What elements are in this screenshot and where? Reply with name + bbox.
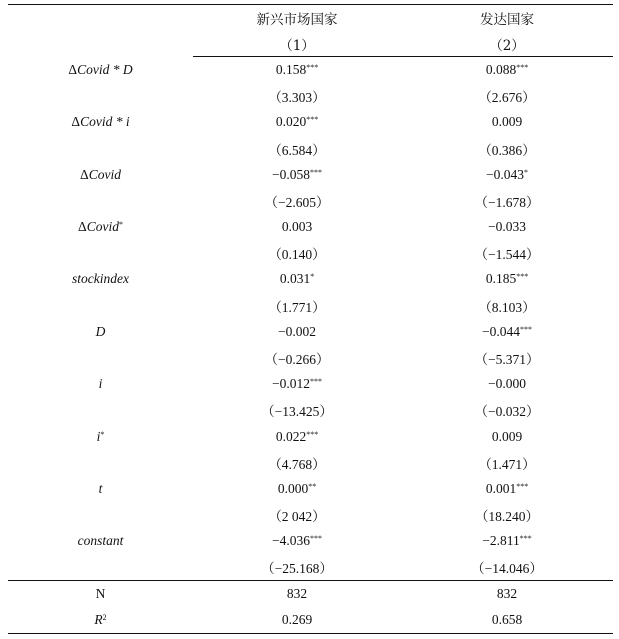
variable-cell — [8, 266, 193, 292]
footer-row-r2 — [8, 607, 613, 633]
significance-stars: * — [310, 272, 315, 282]
coef-value: −2.811 — [482, 533, 520, 549]
tstat-empty-cell — [8, 450, 193, 476]
tstat-empty-cell — [8, 240, 193, 266]
variable-cell — [8, 109, 193, 135]
tstat-row — [8, 397, 613, 423]
tstat-row — [8, 240, 613, 266]
tstat-col2: （1.471） — [478, 456, 536, 472]
tstat-col2: （18.240） — [474, 509, 540, 525]
n-col1: 832 — [286, 585, 308, 601]
significance-stars: *** — [516, 272, 529, 282]
tstat-empty-cell — [8, 83, 193, 109]
regression-table-wrapper — [8, 0, 613, 634]
r2-col2: 0.658 — [491, 611, 523, 627]
variable-label: stockindex — [72, 271, 129, 287]
coef-row — [8, 371, 613, 397]
tstat-col2: （8.103） — [478, 299, 536, 315]
tstat-empty-cell — [8, 188, 193, 214]
tstat-empty-cell — [8, 502, 193, 528]
header-col2-number: （2） — [401, 31, 613, 57]
coef-col1 — [193, 109, 401, 135]
coef-value: 0.009 — [491, 114, 523, 130]
coef-value: −4.036 — [272, 533, 310, 549]
tstat-col2: （−1.678） — [474, 194, 540, 210]
header-empty-cell — [8, 5, 193, 31]
coef-col2 — [401, 162, 613, 188]
tstat-row — [8, 135, 613, 161]
variable-superscript: * — [118, 220, 123, 230]
variable-superscript: * — [100, 429, 105, 439]
variable-cell — [8, 476, 193, 502]
coef-col2 — [401, 476, 613, 502]
tstat-col1: （4.768） — [268, 456, 326, 472]
tstat-col1: （2 042） — [268, 509, 326, 525]
coef-value: 0.000 — [277, 480, 309, 496]
variable-cell — [8, 162, 193, 188]
r2-superscript: 2 — [102, 612, 107, 622]
tstat-empty-cell — [8, 135, 193, 161]
delta-prefix: Δ — [68, 61, 78, 77]
coef-col1 — [193, 319, 401, 345]
variable-cell — [8, 424, 193, 450]
coef-row — [8, 528, 613, 554]
n-label: N — [95, 585, 106, 601]
tstat-col2: （2.676） — [478, 90, 536, 106]
variable-name — [71, 114, 129, 129]
coef-col1 — [193, 214, 401, 240]
significance-stars: *** — [310, 534, 322, 544]
delta-prefix: Δ — [80, 166, 89, 182]
coef-value: −0.058 — [272, 166, 310, 182]
variable-cell — [8, 57, 193, 83]
tstat-col2: （−1.544） — [474, 247, 540, 263]
tstat-col1: （0.140） — [268, 247, 326, 263]
coef-row — [8, 319, 613, 345]
variable-cell — [8, 214, 193, 240]
tstat-row — [8, 83, 613, 109]
coef-col2 — [401, 266, 613, 292]
coef-row — [8, 214, 613, 240]
significance-stars: *** — [516, 63, 529, 73]
coef-value: −0.002 — [278, 323, 316, 339]
coef-value: −0.012 — [272, 376, 310, 392]
tstat-col1: （−2.605） — [264, 194, 330, 210]
tstat-row — [8, 554, 613, 580]
r2-label-cell — [8, 607, 193, 633]
coef-value: 0.009 — [491, 428, 523, 444]
coef-value: −0.000 — [488, 376, 526, 392]
coef-value: 0.003 — [281, 219, 313, 235]
coef-value: −0.044 — [482, 323, 520, 339]
r2-col1: 0.269 — [281, 611, 313, 627]
variable-label: D — [95, 323, 106, 339]
variable-label: Covid — [86, 219, 119, 235]
tstat-col1: （3.303） — [268, 90, 326, 106]
tstat-col1: （−0.266） — [264, 352, 330, 368]
variable-cell — [8, 528, 193, 554]
tstat-col2: （0.386） — [478, 142, 536, 158]
tstat-row — [8, 450, 613, 476]
coef-value: 0.185 — [485, 271, 517, 287]
variable-label: i — [96, 428, 101, 444]
coef-row — [8, 162, 613, 188]
coef-col1 — [193, 424, 401, 450]
tstat-row — [8, 502, 613, 528]
n-col2: 832 — [496, 585, 518, 601]
coef-col1 — [193, 162, 401, 188]
tstat-col1: （1.771） — [268, 299, 326, 315]
significance-stars: *** — [306, 115, 319, 125]
coef-value: −0.043 — [486, 166, 524, 182]
coef-col2 — [401, 424, 613, 450]
header-row-titles — [8, 5, 613, 31]
tstat-col2: （−0.032） — [474, 404, 540, 420]
coef-col2 — [401, 109, 613, 135]
tstat-empty-cell — [8, 345, 193, 371]
delta-prefix: Δ — [78, 219, 87, 235]
coef-value: −0.033 — [488, 219, 526, 235]
coef-col2 — [401, 57, 613, 83]
significance-stars: *** — [310, 377, 322, 387]
tstat-row — [8, 345, 613, 371]
variable-name — [72, 271, 129, 286]
tstat-col2: （−5.371） — [474, 352, 540, 368]
variable-name — [78, 533, 124, 548]
variable-label: constant — [77, 533, 124, 549]
coef-value: 0.022 — [275, 428, 307, 444]
significance-stars: * — [524, 167, 528, 177]
coef-col2 — [401, 214, 613, 240]
variable-name — [68, 62, 132, 77]
coef-col1 — [193, 371, 401, 397]
coef-value: 0.001 — [485, 480, 517, 496]
coef-col2 — [401, 371, 613, 397]
variable-name — [78, 219, 119, 234]
coef-col1 — [193, 266, 401, 292]
significance-stars: *** — [520, 324, 532, 334]
coef-row — [8, 476, 613, 502]
significance-stars: *** — [306, 429, 319, 439]
tstat-row — [8, 293, 613, 319]
header-col1-title: 新兴市场国家 — [256, 11, 338, 28]
variable-label: t — [98, 480, 103, 496]
header-col2-title: 发达国家 — [480, 11, 534, 28]
tstat-col1: （−25.168） — [261, 561, 333, 577]
variable-name — [99, 481, 103, 496]
header-col1-number: （1） — [193, 31, 401, 57]
tstat-row — [8, 188, 613, 214]
coef-col1 — [193, 57, 401, 83]
coef-col1 — [193, 476, 401, 502]
variable-name — [99, 376, 103, 391]
significance-stars: *** — [516, 481, 529, 491]
delta-prefix: Δ — [71, 114, 81, 130]
coef-row — [8, 266, 613, 292]
coef-value: 0.020 — [275, 114, 307, 130]
tstat-col2: （−14.046） — [471, 561, 543, 577]
coef-value: 0.088 — [485, 62, 517, 78]
header-row-numbers — [8, 31, 613, 57]
r2-label: R — [94, 611, 103, 627]
coef-row — [8, 109, 613, 135]
significance-stars: *** — [306, 63, 319, 73]
variable-name — [80, 167, 121, 182]
tstat-col1: （6.584） — [268, 142, 326, 158]
coef-col2 — [401, 528, 613, 554]
coef-col1 — [193, 528, 401, 554]
coef-row — [8, 57, 613, 83]
footer-row-n — [8, 581, 613, 607]
table-body — [8, 57, 613, 581]
variable-cell — [8, 371, 193, 397]
regression-table — [8, 4, 613, 634]
variable-cell — [8, 319, 193, 345]
significance-stars: *** — [519, 534, 532, 544]
tstat-empty-cell — [8, 293, 193, 319]
coef-row — [8, 424, 613, 450]
header-empty-cell — [8, 31, 193, 57]
tstat-empty-cell — [8, 554, 193, 580]
significance-stars: *** — [310, 167, 322, 177]
tstat-empty-cell — [8, 397, 193, 423]
variable-label: Covid * D — [77, 61, 133, 77]
variable-name — [96, 324, 106, 339]
coef-value: 0.031 — [279, 271, 311, 287]
variable-label: Covid * i — [80, 114, 130, 130]
tstat-col1: （−13.425） — [261, 404, 333, 420]
coef-value: 0.158 — [275, 62, 307, 78]
variable-label: Covid — [88, 166, 121, 182]
variable-label: i — [98, 376, 103, 392]
coef-col2 — [401, 319, 613, 345]
significance-stars: ** — [308, 481, 317, 491]
